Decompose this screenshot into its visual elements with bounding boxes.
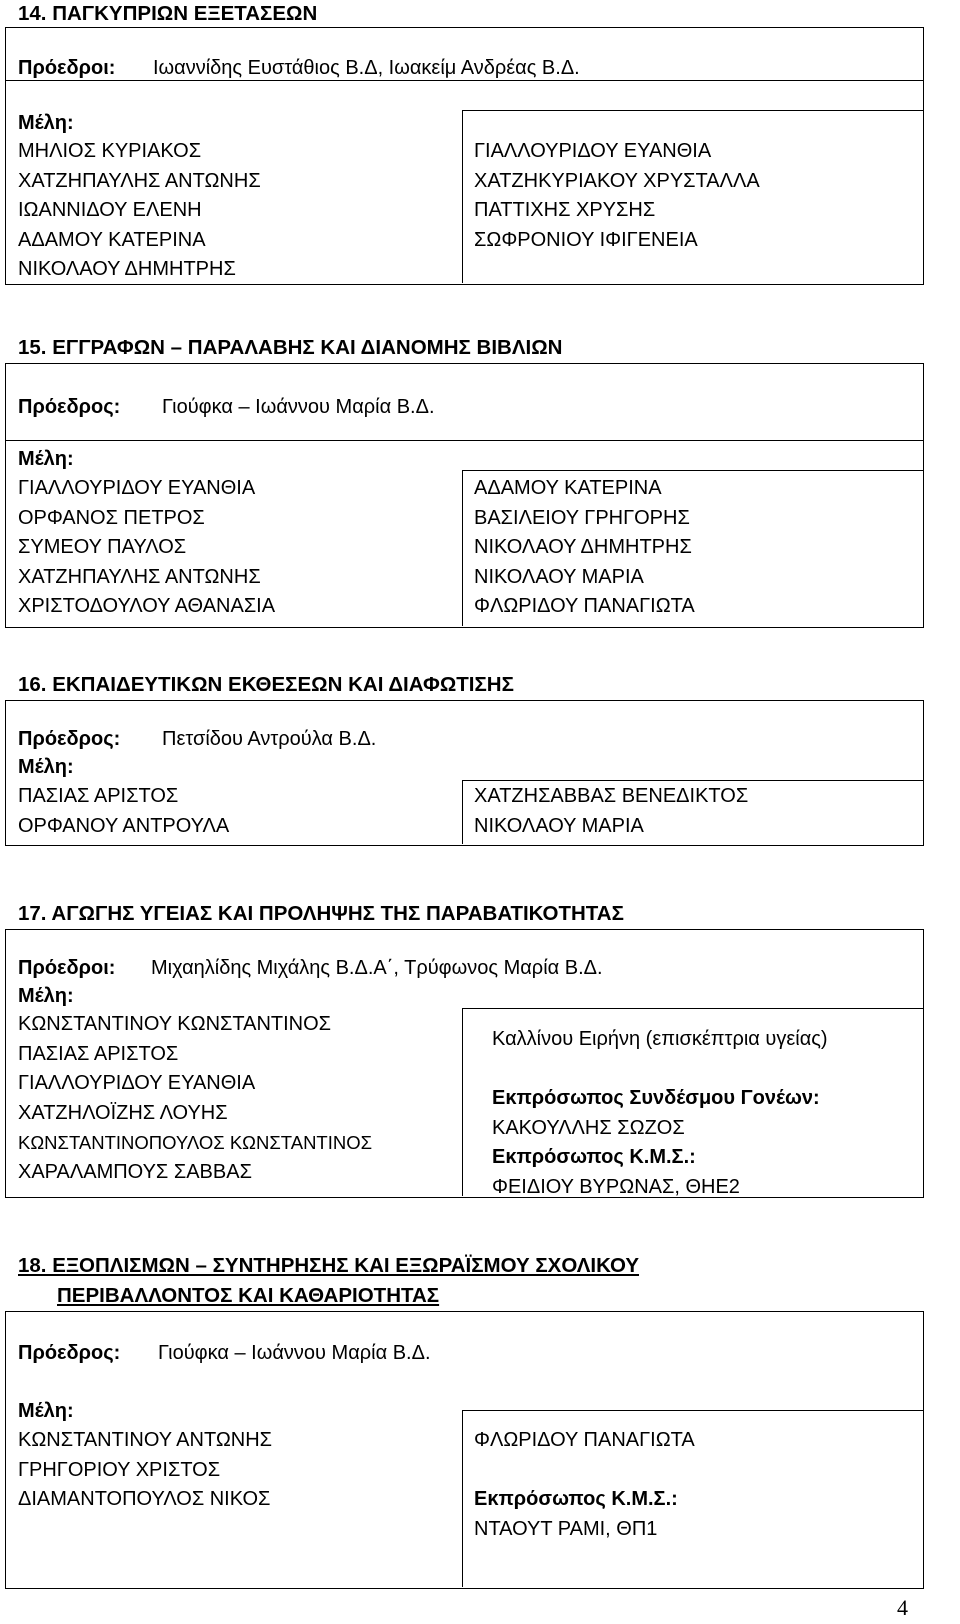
section-17-title: 17. ΑΓΩΓΗΣ ΥΓΕΙΑΣ ΚΑΙ ΠΡΟΛΗΨΗΣ ΤΗΣ ΠΑΡΑΒΑΤΙΚΟΤΗΤΑΣ [18,902,624,925]
section-18-title-line1: 18. ΕΞΟΠΛΙΣΜΩΝ – ΣΥΝΤΗΡΗΣΗΣ ΚΑΙ ΕΞΩΡΑΪΣΜΟΥ ΣΧΟΛΙΚΟΥ [18,1254,640,1277]
member-name: ΠΑΣΙΑΣ ΑΡΙΣΤΟΣ [18,1042,179,1065]
member-name: ΑΔΑΜΟΥ ΚΑΤΕΡΙΝΑ [474,477,662,499]
chair-label: Πρόεδρος: [18,728,121,750]
member-name: ΓΙΑΛΛΟΥΡΙΔΟΥ ΕΥΑΝΘΙΑ [18,477,256,499]
member-name: ΠΑΤΤΙΧΗΣ ΧΡΥΣΗΣ [474,199,656,221]
section-18-title-line2: ΠΕΡΙΒΑΛΛΟΝΤΟΣ ΚΑΙ ΚΑΘΑΡΙΟΤΗΤΑΣ [57,1284,440,1307]
member-name: ΙΩΑΝΝΙΔΟΥ ΕΛΕΝΗ [18,199,202,221]
chair-value: Γιούφκα – Ιωάννου Μαρία Β.Δ. [162,396,435,418]
members-label: Μέλη: [18,985,74,1007]
column-divider [462,780,463,844]
chair-value: Πετσίδου Αντρούλα Β.Δ. [162,728,377,750]
member-name: ΓΙΑΛΛΟΥΡΙΔΟΥ ΕΥΑΝΘΙΑ [474,140,712,162]
column-divider [462,470,463,626]
kms-rep-label: Εκπρόσωπος Κ.Μ.Σ.: [492,1146,696,1168]
members-label: Μέλη: [18,756,74,778]
member-name: ΧΑΡΑΛΑΜΠΟΥΣ ΣΑΒΒΑΣ [18,1160,252,1183]
table-divider [462,780,923,781]
member-name: ΦΛΩΡΙΔΟΥ ΠΑΝΑΓΙΩΤΑ [474,1429,695,1451]
member-name: ΝΙΚΟΛΑΟΥ ΜΑΡΙΑ [474,565,644,588]
members-left [18,782,229,841]
member-name: ΚΩΝΣΤΑΝΤΙΝΟΥ ΚΩΝΣΤΑΝΤΙΝΟΣ [18,1013,332,1035]
parents-rep-label: Εκπρόσωπος Συνδέσμου Γονέων: [492,1087,820,1109]
members-right [474,474,695,622]
kms-rep-value: ΦΕΙΔΙΟΥ ΒΥΡΩΝΑΣ, ΘΗΕ2 [492,1175,740,1198]
table-divider [462,470,923,471]
member-name: ΧΑΤΖΗΠΑΥΛΗΣ ΑΝΤΩΝΗΣ [18,169,261,192]
member-name: ΟΡΦΑΝΟΥ ΑΝΤΡΟΥΛΑ [18,814,230,837]
chair-label: Πρόεδρος: [18,396,121,418]
member-name: ΧΑΤΖΗΠΑΥΛΗΣ ΑΝΤΩΝΗΣ [18,565,261,588]
chair-label: Πρόεδροι: [18,57,116,79]
member-name: ΝΙΚΟΛΑΟΥ ΔΗΜΗΤΡΗΣ [474,536,692,558]
members-left [18,137,261,285]
table-divider [462,1008,923,1009]
member-name: ΟΡΦΑΝΟΣ ΠΕΤΡΟΣ [18,506,205,529]
parents-rep-value: ΚΑΚΟΥΛΛΗΣ ΣΩΖΟΣ [492,1116,685,1139]
members-left [18,1426,272,1515]
chair-value: Γιούφκα – Ιωάννου Μαρία Β.Δ. [158,1342,431,1364]
member-name: ΒΑΣΙΛΕΙΟΥ ΓΡΗΓΟΡΗΣ [474,506,690,529]
table-divider [462,110,923,111]
section-16-title: 16. ΕΚΠΑΙΔΕΥΤΙΚΩΝ ΕΚΘΕΣΕΩΝ ΚΑΙ ΔΙΑΦΩΤΙΣΗΣ [18,673,514,696]
members-right [492,1025,828,1202]
chair-value: Μιχαηλίδης Μιχάλης Β.Δ.Α΄, Τρύφωνος Μαρία Β.Δ. [151,957,603,979]
member-name: ΚΩΝΣΤΑΝΤΙΝΟΠΟΥΛΟΣ ΚΩΝΣΤΑΝΤΙΝΟΣ [18,1132,373,1153]
members-left [18,1010,372,1187]
member-name: ΧΑΤΖΗΛΟΪΖΗΣ ΛΟΥΗΣ [18,1101,228,1124]
column-divider [462,110,463,283]
table-divider [462,1410,923,1411]
member-name: ΝΙΚΟΛΑΟΥ ΔΗΜΗΤΡΗΣ [18,258,236,280]
chair-label: Πρόεδροι: [18,957,116,979]
member-name: ΣΥΜΕΟΥ ΠΑΥΛΟΣ [18,536,187,558]
member-name: ΦΛΩΡΙΔΟΥ ΠΑΝΑΓΙΩΤΑ [474,595,695,617]
member-name: ΓΡΗΓΟΡΙΟΥ ΧΡΙΣΤΟΣ [18,1458,221,1481]
members-left [18,474,275,622]
section-14-title: 14. ΠΑΓΚΥΠΡΙΩΝ ΕΞΕΤΑΣΕΩΝ [18,2,318,25]
members-right [474,1426,695,1544]
member-name: ΓΙΑΛΛΟΥΡΙΔΟΥ ΕΥΑΝΘΙΑ [18,1072,256,1094]
members-label: Μέλη: [18,1400,74,1422]
member-name: ΑΔΑΜΟΥ ΚΑΤΕΡΙΝΑ [18,228,206,251]
member-name: ΜΗΛΙΟΣ ΚΥΡΙΑΚΟΣ [18,140,202,162]
member-name: ΣΩΦΡΟΝΙΟΥ ΙΦΙΓΕΝΕΙΑ [474,228,698,251]
chair-label: Πρόεδρος: [18,1342,121,1364]
member-name: ΚΩΝΣΤΑΝΤΙΝΟΥ ΑΝΤΩΝΗΣ [18,1429,273,1451]
members-right [474,782,748,841]
members-label: Μέλη: [18,112,74,134]
health-visitor: Καλλίνου Ειρήνη (επισκέπτρια υγείας) [492,1028,828,1050]
column-divider [462,1008,463,1196]
members-label: Μέλη: [18,448,74,470]
chair-value: Ιωαννίδης Ευστάθιος Β.Δ, Ιωακείμ Ανδρέας Β.Δ. [153,57,580,79]
kms-rep-label: Εκπρόσωπος Κ.Μ.Σ.: [474,1488,678,1510]
members-right [474,137,760,255]
member-name: ΧΡΙΣΤΟΔΟΥΛΟΥ ΑΘΑΝΑΣΙΑ [18,595,276,617]
member-name: ΝΙΚΟΛΑΟΥ ΜΑΡΙΑ [474,814,644,837]
section-18-title [18,1254,639,1278]
member-name: ΧΑΤΖΗΣΑΒΒΑΣ ΒΕΝΕΔΙΚΤΟΣ [474,785,749,807]
member-name: ΧΑΤΖΗΚΥΡΙΑΚΟΥ ΧΡΥΣΤΑΛΛΑ [474,169,760,192]
member-name: ΠΑΣΙΑΣ ΑΡΙΣΤΟΣ [18,785,179,807]
table-divider [5,440,923,441]
column-divider [462,1410,463,1587]
member-name: ΔΙΑΜΑΝΤΟΠΟΥΛΟΣ ΝΙΚΟΣ [18,1488,271,1510]
page-number: 4 [897,1595,908,1620]
section-15-title: 15. ΕΓΓΡΑΦΩΝ – ΠΑΡΑΛΑΒΗΣ ΚΑΙ ΔΙΑΝΟΜΗΣ ΒΙΒΛΙΩΝ [18,336,563,359]
kms-rep-value: ΝΤΑΟΥΤ ΡΑΜΙ, ΘΠ1 [474,1517,658,1540]
